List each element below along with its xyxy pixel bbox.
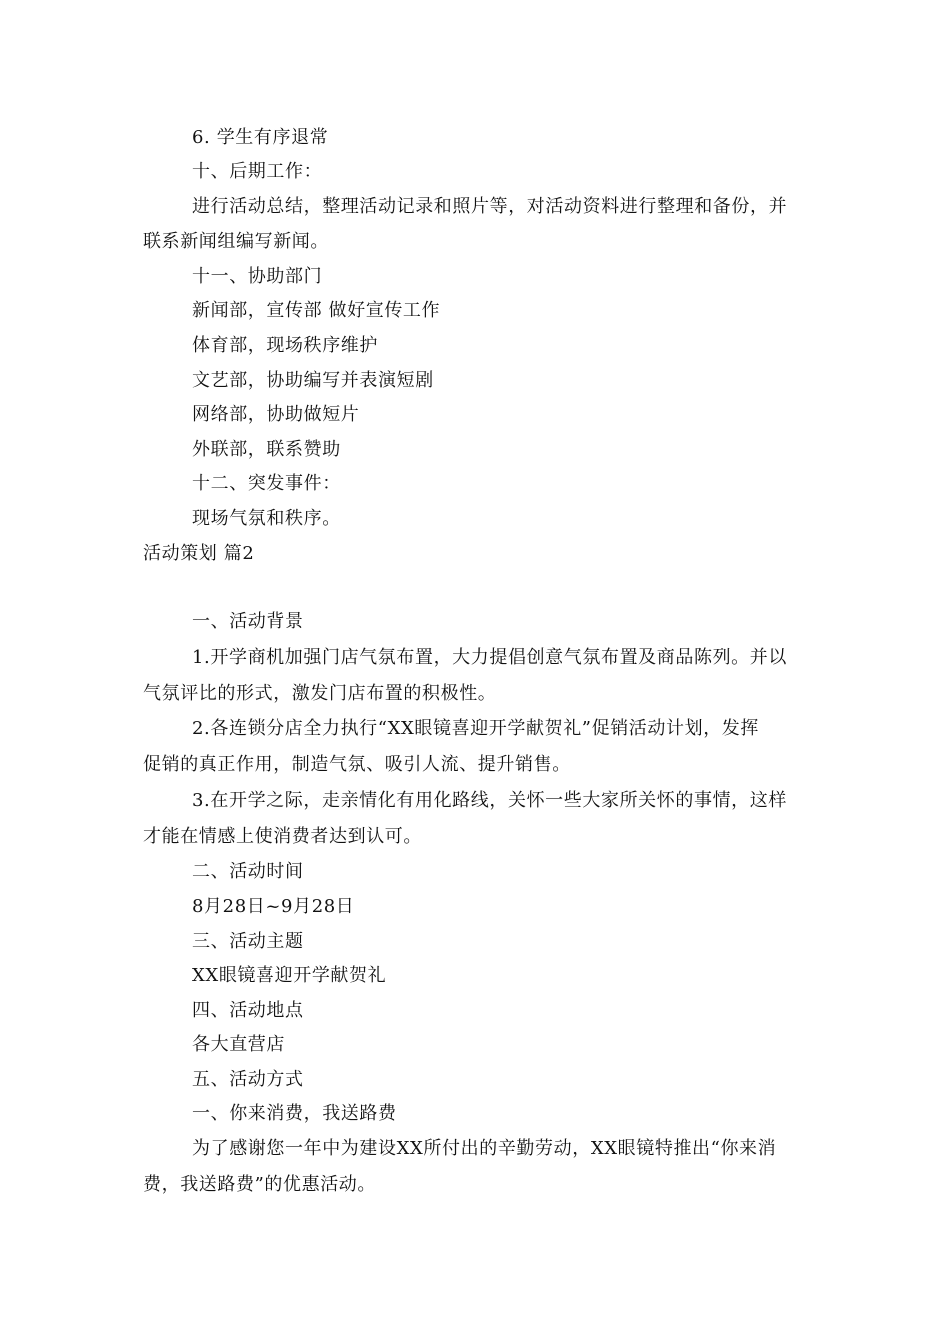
section-heading-1: 一、活动背景 bbox=[192, 611, 304, 632]
paragraph-line: 2.各连锁分店全力执行“XX眼镜喜迎开学献贺礼”促销活动计划，发挥 bbox=[192, 718, 760, 739]
article-title: 活动策划 篇2 bbox=[143, 543, 255, 564]
list-item: 外联部，联系赞助 bbox=[192, 439, 341, 460]
list-item: 体育部，现场秩序维护 bbox=[192, 335, 378, 356]
date-range: 8月28日~9月28日 bbox=[192, 896, 355, 917]
paragraph-line: 各大直营店 bbox=[192, 1034, 285, 1055]
paragraph-line: 气氛评比的形式，激发门店布置的积极性。 bbox=[143, 683, 497, 704]
paragraph-line: XX眼镜喜迎开学献贺礼 bbox=[192, 965, 387, 986]
section-heading-3: 三、活动主题 bbox=[192, 931, 304, 952]
paragraph-line: 现场气氛和秩序。 bbox=[192, 508, 341, 529]
section-heading-12: 十二、突发事件： bbox=[192, 473, 341, 494]
paragraph-line: 3.在开学之际，走亲情化有用化路线，关怀一些大家所关怀的事情，这样 bbox=[192, 790, 787, 811]
paragraph-line: 1.开学商机加强门店气氛布置，大力提倡创意气氛布置及商品陈列。并以 bbox=[192, 647, 787, 668]
paragraph-line: 为了感谢您一年中为建设XX所付出的辛勤劳动，XX眼镜特推出“你来消 bbox=[192, 1138, 777, 1159]
section-heading-10: 十、后期工作： bbox=[192, 161, 323, 182]
subsection-heading: 一、你来消费，我送路费 bbox=[192, 1103, 397, 1124]
paragraph-line: 联系新闻组编写新闻。 bbox=[143, 231, 329, 252]
section-heading-4: 四、活动地点 bbox=[192, 1000, 304, 1021]
section-heading-5: 五、活动方式 bbox=[192, 1069, 304, 1090]
paragraph-line: 才能在情感上使消费者达到认可。 bbox=[143, 826, 422, 847]
list-item: 网络部，协助做短片 bbox=[192, 404, 360, 425]
list-item-6: 6. 学生有序退常 bbox=[192, 127, 329, 148]
list-item: 文艺部，协助编写并表演短剧 bbox=[192, 370, 434, 391]
paragraph-line: 进行活动总结，整理活动记录和照片等，对活动资料进行整理和备份，并 bbox=[192, 196, 788, 217]
section-heading-2: 二、活动时间 bbox=[192, 861, 304, 882]
paragraph-line: 促销的真正作用，制造气氛、吸引人流、提升销售。 bbox=[143, 754, 571, 775]
list-item: 新闻部，宣传部 做好宣传工作 bbox=[192, 300, 441, 321]
section-heading-11: 十一、协助部门 bbox=[192, 266, 323, 287]
paragraph-line: 费，我送路费”的优惠活动。 bbox=[143, 1174, 377, 1195]
